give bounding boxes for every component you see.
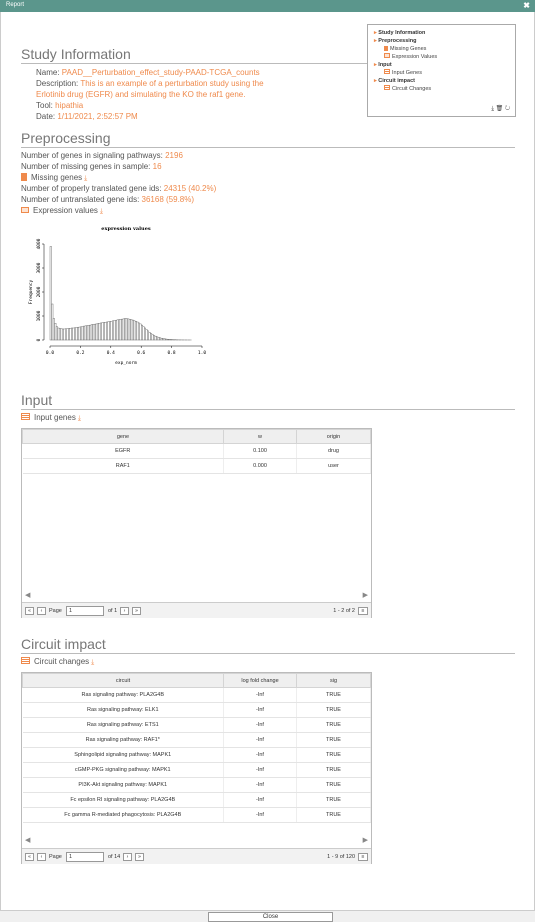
histogram-bar	[109, 322, 111, 340]
toc-missing-genes[interactable]: Missing Genes	[374, 45, 509, 53]
circuit-heading: Circuit impact	[21, 636, 515, 654]
study-desc: Description: This is an example of a perturbation study using the	[36, 79, 264, 88]
cell-log-fold-change: -Inf	[224, 778, 297, 793]
next-page-icon[interactable]: ›	[120, 607, 129, 615]
histogram-bar	[96, 324, 98, 340]
window-titlebar	[0, 0, 535, 12]
menu-icon[interactable]: ≡	[358, 607, 368, 615]
cell-circuit: Fc epsilon RI signaling pathway: PLA2G4B	[23, 793, 224, 808]
histogram-bar	[82, 327, 84, 340]
histogram-bar	[108, 322, 110, 340]
cell-origin: user	[297, 459, 371, 474]
cell-sig: TRUE	[297, 808, 371, 823]
next-page-icon[interactable]: ›	[123, 853, 132, 861]
input-genes-link[interactable]: Input genes ⤓	[21, 413, 81, 423]
histogram-bar	[137, 322, 139, 340]
menu-icon[interactable]: ≡	[358, 853, 368, 861]
y-axis-label: Frequency	[29, 279, 34, 305]
histogram-bar	[156, 337, 158, 340]
circuit-pager	[22, 848, 371, 864]
study-heading: Study Information	[21, 46, 515, 64]
close-icon[interactable]: ✖	[523, 1, 530, 10]
histogram-bar	[52, 304, 54, 340]
scroll-left-icon[interactable]: ◀	[25, 837, 31, 844]
histogram-bar	[55, 323, 57, 340]
page-input[interactable]: 1	[66, 852, 104, 862]
histogram-bar	[102, 323, 104, 340]
histogram-bar	[128, 319, 130, 340]
column-header-sig[interactable]: sig	[297, 674, 371, 688]
circuit-changes-grid	[21, 672, 372, 864]
input-pager	[22, 602, 371, 618]
toc-preprocessing[interactable]: ▸ Preprocessing	[374, 37, 509, 45]
table-row[interactable]	[23, 808, 371, 823]
toc-circuit-impact[interactable]: ▸ Circuit impact	[374, 77, 509, 85]
histogram-bar	[70, 328, 72, 340]
table-row[interactable]	[23, 459, 371, 474]
histogram-bar	[114, 321, 116, 340]
histogram-bar	[88, 325, 90, 340]
histogram-bar	[106, 322, 108, 340]
histogram-bar	[143, 327, 145, 340]
last-page-icon[interactable]: »	[132, 607, 141, 615]
histogram-bar	[123, 319, 125, 340]
cell-circuit: Ras signaling pathway: ELK1	[23, 703, 224, 718]
histogram-bar	[50, 246, 52, 340]
histogram-bar	[112, 321, 114, 340]
cell-log-fold-change: -Inf	[224, 703, 297, 718]
cell-log-fold-change: -Inf	[224, 718, 297, 733]
histogram-bar	[162, 339, 164, 340]
histogram-bar	[146, 329, 148, 340]
scroll-right-icon[interactable]: ▶	[362, 837, 368, 844]
histogram-bar	[147, 331, 149, 340]
histogram-bar	[166, 339, 168, 340]
toc-study-information[interactable]: ▸ Study Information	[374, 29, 509, 37]
histogram-bar	[61, 329, 63, 340]
cell-log-fold-change: -Inf	[224, 793, 297, 808]
cell-sig: TRUE	[297, 703, 371, 718]
column-header-circuit[interactable]: circuit	[23, 674, 224, 688]
histogram-bar	[121, 319, 123, 340]
toc-tools	[491, 105, 510, 113]
table-row[interactable]	[23, 733, 371, 748]
cell-sig: TRUE	[297, 733, 371, 748]
page-count: of 1	[108, 608, 118, 614]
histogram-bar	[134, 321, 136, 340]
last-page-icon[interactable]: »	[135, 853, 144, 861]
study-date: Date: 1/11/2021, 2:52:57 PM	[36, 112, 138, 121]
prev-page-icon[interactable]: ‹	[37, 607, 46, 615]
cell-sig: TRUE	[297, 718, 371, 733]
histogram-bar	[76, 328, 78, 340]
page-label: Page	[49, 854, 62, 860]
histogram-bar	[138, 323, 140, 340]
toc-expression-values[interactable]: Expression Values	[374, 53, 509, 61]
table-row[interactable]	[23, 444, 371, 459]
table-icon	[21, 657, 30, 664]
first-page-icon[interactable]: «	[25, 607, 34, 615]
y-tick-label: 4000	[37, 238, 42, 250]
preprocessing-heading: Preprocessing	[21, 130, 515, 148]
refresh-icon[interactable]: ↻	[504, 106, 510, 112]
histogram-bar	[111, 321, 113, 340]
chart-title: expression values	[101, 226, 151, 232]
histogram-bar	[115, 320, 117, 340]
histogram-bar	[91, 325, 93, 340]
histogram-bar	[167, 339, 169, 340]
column-header-gene[interactable]: gene	[23, 430, 224, 444]
download-icon[interactable]: ⤓	[84, 175, 88, 182]
histogram-bar	[68, 328, 70, 340]
histogram-bar	[80, 327, 82, 340]
histogram-bar	[56, 327, 58, 340]
expression-values-link[interactable]: Expression values ⤓	[21, 206, 103, 216]
histogram-bar	[77, 327, 79, 340]
cell-sig: TRUE	[297, 793, 371, 808]
histogram-bar	[141, 325, 143, 340]
cell-log-fold-change: -Inf	[224, 808, 297, 823]
close-button[interactable]: Close	[208, 912, 333, 922]
table-row[interactable]	[23, 763, 371, 778]
histogram-bar	[152, 334, 154, 340]
histogram-bar	[118, 320, 120, 340]
histogram-bar	[85, 326, 87, 340]
table-row[interactable]	[23, 793, 371, 808]
window-title: Report	[6, 2, 25, 8]
cell-w: 0.100	[224, 444, 297, 459]
histogram-bar	[65, 329, 67, 340]
histogram-bar	[71, 328, 73, 340]
histogram-bar	[140, 324, 142, 340]
cell-log-fold-change: -Inf	[224, 733, 297, 748]
cell-origin: drug	[297, 444, 371, 459]
horizontal-scrollbar[interactable]	[22, 836, 371, 846]
histogram-bar	[126, 319, 128, 340]
histogram-bar	[97, 324, 99, 340]
translated-ids: Number of properly translated gene ids: 24315 (40.2%)	[21, 184, 217, 193]
download-icon[interactable]: ⤓	[77, 415, 81, 422]
x-tick-label: 0.8	[167, 351, 176, 356]
histogram-bar	[74, 328, 76, 340]
record-range: 1 - 9 of 120	[327, 854, 355, 860]
untranslated-ids: Number of untranslated gene ids: 36168 (59.8%)	[21, 195, 195, 204]
record-range: 1 - 2 of 2	[333, 608, 355, 614]
histogram-bar	[120, 319, 122, 340]
histogram-bar	[86, 326, 88, 340]
cell-log-fold-change: -Inf	[224, 748, 297, 763]
toc-input[interactable]: ▸ Input	[374, 61, 509, 69]
histogram-bar	[150, 334, 152, 340]
genes-in-pathways: Number of genes in signaling pathways: 2196	[21, 151, 183, 160]
histogram-bar	[67, 329, 69, 340]
download-icon[interactable]: ⤓	[491, 106, 494, 112]
cell-sig: TRUE	[297, 778, 371, 793]
cell-log-fold-change: -Inf	[224, 688, 297, 703]
histogram-bar	[149, 332, 151, 340]
histogram-bar	[159, 338, 161, 340]
histogram-bar	[164, 339, 166, 340]
histogram-bar	[93, 324, 95, 340]
trash-icon[interactable]: 🗑	[495, 106, 504, 112]
cell-circuit: cGMP-PKG signaling pathway: MAPK1	[23, 763, 224, 778]
download-icon[interactable]: ⤓	[99, 208, 104, 215]
missing-genes-link[interactable]: Missing genes ⤓	[21, 173, 87, 183]
histogram-bar	[53, 318, 55, 340]
column-header-log-fold-change[interactable]: log fold change	[224, 674, 297, 688]
x-tick-label: 0.2	[76, 351, 85, 356]
y-tick-label: 2000	[37, 286, 42, 298]
horizontal-scrollbar[interactable]	[22, 591, 371, 601]
table-of-contents	[367, 24, 516, 117]
x-tick-label: 0.0	[45, 351, 55, 356]
table-row[interactable]	[23, 688, 371, 703]
histogram-bar	[83, 326, 85, 340]
histogram-bar	[90, 325, 92, 340]
y-tick-label: 1000	[37, 310, 42, 322]
histogram-bar	[132, 320, 134, 340]
table-icon	[21, 413, 30, 420]
cell-circuit: Ras signaling pathway: ETS1	[23, 718, 224, 733]
table-row[interactable]	[23, 778, 371, 793]
histogram-bar	[135, 321, 137, 340]
histogram-bar	[58, 328, 60, 340]
histogram-bar	[117, 320, 119, 340]
cell-sig: TRUE	[297, 688, 371, 703]
table-row[interactable]	[23, 703, 371, 718]
histogram-bar	[131, 320, 133, 340]
histogram-bar	[100, 323, 102, 340]
histogram-bar	[153, 335, 155, 340]
histogram-bar	[62, 329, 64, 340]
cell-sig: TRUE	[297, 748, 371, 763]
cell-circuit: Ras signaling pathway: RAF1*	[23, 733, 224, 748]
x-tick-label: 1.0	[197, 351, 207, 356]
cell-circuit: Fc gamma R-mediated phagocytosis: PLA2G4B	[23, 808, 224, 823]
download-icon[interactable]: ⤓	[91, 659, 95, 666]
histogram-bar	[161, 338, 163, 340]
column-header-w[interactable]: w	[224, 430, 297, 444]
histogram-bar	[158, 337, 160, 340]
cell-w: 0.000	[224, 459, 297, 474]
cell-sig: TRUE	[297, 763, 371, 778]
histogram-bar	[64, 329, 66, 340]
input-genes-grid	[21, 428, 372, 618]
page-label: Page	[49, 608, 62, 614]
input-heading: Input	[21, 392, 515, 410]
histogram-bar	[129, 319, 131, 340]
histogram-bar	[94, 324, 96, 340]
cell-circuit: PI3K-Akt signaling pathway: MAPK1	[23, 778, 224, 793]
cell-gene: RAF1	[23, 459, 224, 474]
footer-bar	[0, 910, 535, 922]
toc-circuit-changes[interactable]: Circuit Changes	[374, 85, 509, 93]
histogram-bar	[103, 322, 105, 340]
histogram-bar	[169, 339, 171, 340]
histogram-bar	[144, 328, 146, 340]
y-tick-label: 3000	[37, 262, 42, 274]
x-tick-label: 0.6	[137, 351, 146, 356]
histogram-bar	[59, 328, 61, 340]
x-tick-label: 0.4	[106, 351, 115, 356]
first-page-icon[interactable]: «	[25, 853, 34, 861]
cell-circuit: Ras signaling pathway: PLA2G4B	[23, 688, 224, 703]
table-row[interactable]	[23, 718, 371, 733]
expression-histogram	[28, 222, 218, 372]
y-tick-label: 0	[37, 338, 42, 342]
histogram-bar	[105, 322, 107, 340]
scroll-right-icon[interactable]: ▶	[362, 592, 368, 599]
histogram-bar	[155, 336, 157, 340]
histogram-bar	[79, 327, 81, 340]
cell-circuit: Sphingolipid signaling pathway: MAPK1	[23, 748, 224, 763]
histogram-bar	[99, 323, 101, 340]
prev-page-icon[interactable]: ‹	[37, 853, 46, 861]
file-icon	[21, 173, 27, 181]
histogram-bar	[73, 328, 75, 340]
scroll-left-icon[interactable]: ◀	[25, 592, 31, 599]
missing-genes-count: Number of missing genes in sample: 16	[21, 162, 162, 171]
column-header-origin[interactable]: origin	[297, 430, 371, 444]
table-row[interactable]	[23, 748, 371, 763]
study-tool: Tool: hipathia	[36, 101, 84, 110]
page-input[interactable]: 1	[66, 606, 104, 616]
image-icon	[21, 207, 29, 213]
page-count: of 14	[108, 854, 121, 860]
x-axis-label: exp_norm	[115, 361, 137, 366]
circuit-changes-link[interactable]: Circuit changes ⤓	[21, 657, 94, 667]
study-desc-2: Erlotinib drug (EGFR) and simulating the KO the raf1 gene.	[36, 90, 246, 99]
histogram-bar	[124, 318, 126, 340]
cell-gene: EGFR	[23, 444, 224, 459]
toc-input-genes[interactable]: Input Genes	[374, 69, 509, 77]
cell-log-fold-change: -Inf	[224, 763, 297, 778]
study-name: Name: PAAD__Perturbation_effect_study-PAAD-TCGA_counts	[36, 68, 260, 77]
